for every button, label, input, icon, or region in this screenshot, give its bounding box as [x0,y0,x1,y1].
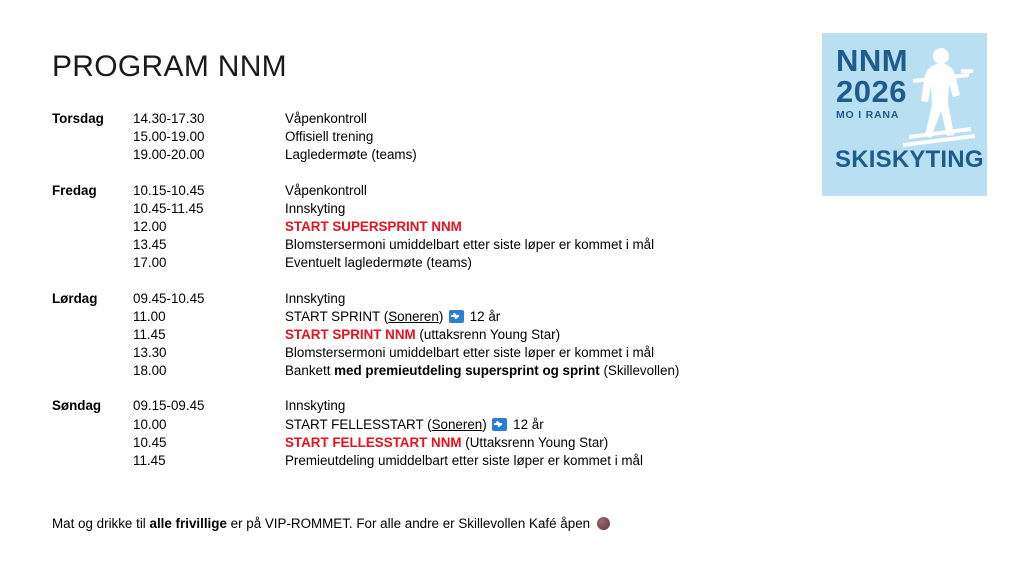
schedule-list [0,110,1024,487]
time-label: 09.45-10.45 [133,290,205,306]
event-text-bold: med premieutdeling supersprint og sprint [334,363,600,379]
time-label: 10.45 [133,434,167,450]
footer-text-bold: alle frivillige [149,516,227,531]
schedule-row [0,236,1024,254]
event-text-part: Bankett [285,363,335,379]
event-text-part: (Uttaksrenn Young Star) [461,434,609,450]
event-text-underline: Soneren [388,308,439,324]
day-label: Fredag [52,182,97,198]
logo-line-discipline: SKISKYTING [835,146,984,173]
time-label: 18.00 [133,363,167,379]
event-label: Innskyting [285,290,346,306]
schedule-row [0,308,1024,326]
event-label: Innskyting [285,398,346,414]
schedule-row [0,397,1024,415]
event-label: Innskyting [285,200,346,216]
event-text-part: START FELLESSTART ( [285,416,432,432]
event-label: Blomstersermoni umiddelbart etter siste løper er kommet i mål [285,345,655,361]
day-block-sondag [0,397,1024,470]
schedule-row [0,182,1024,200]
day-block-lordag [0,290,1024,381]
time-label: 10.00 [133,416,167,432]
event-label [285,416,544,434]
time-label: 11.45 [133,453,166,468]
event-text-part: 12 år [509,416,544,432]
schedule-row [0,326,1024,344]
logo-line-year: 2026 [836,74,907,109]
event-label [285,326,560,344]
footer-text-part: er på VIP-ROMMET. For alle andre er Skillevollen Kafé åpen [226,516,594,531]
event-text-part: ) [438,308,448,324]
event-text-highlight: START SPRINT NNM [285,326,416,342]
schedule-row [0,110,1024,128]
logo-line-place: MO I RANA [836,109,900,121]
time-label: 12.00 [133,218,167,234]
schedule-row [0,146,1024,164]
event-label-highlight: START SUPERSPRINT NNM [285,218,462,234]
event-text-part: START SPRINT ( [285,308,389,324]
event-label [285,308,500,326]
event-text-underline: Soneren [431,416,483,432]
schedule-row [0,362,1024,380]
schedule-row [0,218,1024,236]
schedule-row [0,254,1024,272]
event-label: Våpenkontroll [285,111,367,126]
day-label: Søndag [52,398,102,414]
schedule-row [0,290,1024,308]
day-label: Torsdag [52,111,104,126]
time-label: 11.00 [133,308,166,324]
logo-line-nnm: NNM [836,43,909,78]
arrow-right-icon [449,310,464,323]
footer-note [52,516,610,531]
event-label: Lagledermøte (teams) [285,147,417,163]
event-label: Offisiell trening [285,129,374,145]
event-text-part: (Skillevollen) [599,363,680,379]
schedule-row [0,434,1024,452]
time-label: 15.00-19.00 [133,129,205,145]
event-text-part: ) [482,416,491,432]
time-label: 10.45-11.45 [133,200,204,216]
event-label [285,434,608,452]
event-label [285,362,679,380]
footer-text-part: Mat og drikke til [52,516,150,531]
day-block-fredag [0,182,1024,273]
schedule-row [0,344,1024,362]
event-label: Våpenkontroll [285,182,367,198]
schedule-row [0,128,1024,146]
time-label: 10.15-10.45 [133,182,205,198]
event-label: Premieutdeling umiddelbart etter siste løper er kommet i mål [285,453,643,468]
time-label: 09.15-09.45 [133,398,205,414]
schedule-row [0,416,1024,434]
page-title: PROGRAM NNM [52,50,287,83]
schedule-row [0,200,1024,218]
event-text-highlight: START FELLESSTART NNM [285,434,462,450]
time-label: 13.30 [133,345,167,361]
day-label: Lørdag [52,290,98,306]
schedule-row [0,452,1024,470]
time-label: 11.45 [133,326,166,342]
event-label: Eventuelt lagledermøte (teams) [285,255,472,271]
arrow-right-icon [492,418,507,431]
time-label: 17.00 [133,255,167,271]
time-label: 14.30-17.30 [133,111,205,126]
time-label: 19.00-20.00 [133,147,205,163]
event-text-part: (uttaksrenn Young Star) [415,326,561,342]
event-label: Blomstersermoni umiddelbart etter siste løper er kommet i mål [285,237,655,253]
event-text-part: 12 år [466,308,501,324]
time-label: 13.45 [133,237,167,253]
day-block-torsdag [0,110,1024,165]
coffee-icon [597,517,610,530]
